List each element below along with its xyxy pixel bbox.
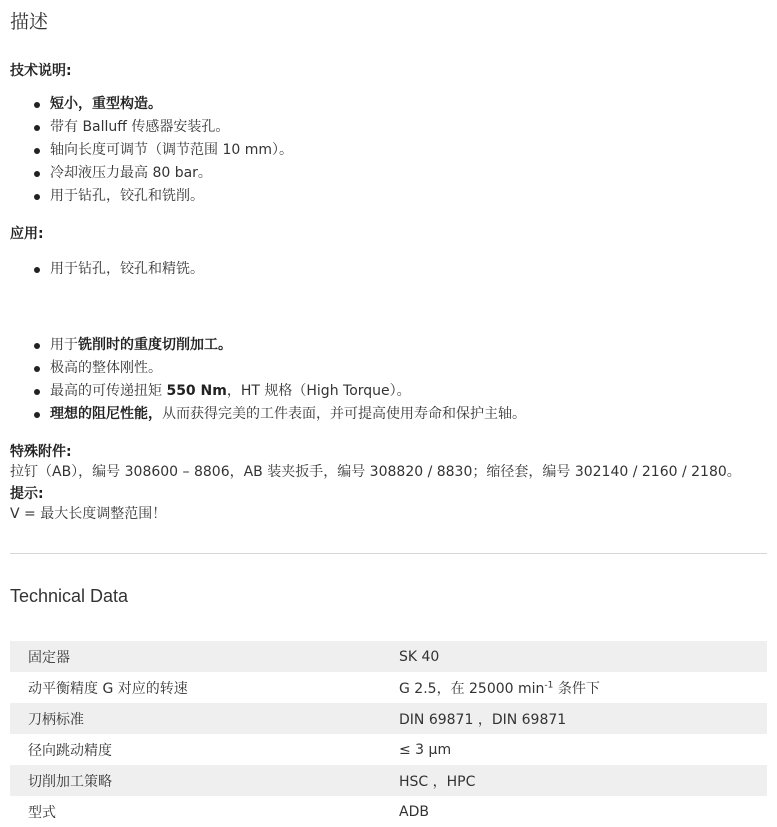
- list-item-text: ，HT 规格（High Torque）。: [226, 383, 411, 399]
- spec-key: 径向跳动精度: [28, 742, 112, 759]
- spec-value: HSC ，HPC: [397, 765, 767, 796]
- spec-value: G 2.5，在 25000 min: [399, 680, 545, 697]
- list-item: [0, 185, 293, 208]
- list-item-text: 极高的整体刚性。: [50, 360, 162, 376]
- spec-value: SK 40: [397, 641, 767, 672]
- list-item: [0, 162, 293, 185]
- list-item-bold: 理想的阻尼性能，: [50, 406, 162, 422]
- section-divider: [10, 553, 767, 554]
- table-row: [10, 703, 767, 734]
- list-item-text: 从而获得完美的工件表面，并可提高使用寿命和保护主轴。: [162, 406, 526, 422]
- list-item: [0, 139, 293, 162]
- accessories-text: 拉钉（AB），编号 308600 – 8806，AB 装夹扳手，编号 308820 / 8830；缩径套，编号 302140 / 2160 / 2180。: [10, 464, 741, 480]
- list-item-text: 用于: [50, 337, 78, 353]
- tech-notes-heading: 技术说明:: [10, 63, 72, 79]
- spec-key: 型式: [28, 804, 56, 821]
- table-row: [10, 672, 767, 703]
- description-title: 描述: [10, 11, 49, 33]
- spec-key: 切削加工策略: [10, 765, 397, 796]
- application-list: [0, 258, 204, 281]
- table-row: [10, 765, 767, 796]
- table-row: [10, 796, 767, 827]
- list-item: [0, 116, 293, 139]
- list-item: [0, 380, 526, 403]
- features-list: [0, 334, 526, 426]
- application-heading: 应用:: [10, 226, 44, 242]
- list-item-text: 带有 Balluff 传感器安装孔。: [50, 119, 230, 135]
- spec-value-cell: [397, 672, 767, 703]
- list-item-bold: 短小，重型构造。: [50, 96, 162, 112]
- list-item-bold: 550 Nm: [166, 383, 227, 399]
- list-item-text: 冷却液压力最高 80 bar。: [50, 165, 212, 181]
- table-row: [10, 641, 767, 672]
- technical-data-heading: Technical Data: [10, 586, 129, 606]
- list-item-text: 用于钻孔，铰孔和精铣。: [50, 261, 204, 277]
- spec-value-suffix: 条件下: [553, 680, 600, 697]
- list-item: [0, 357, 526, 380]
- spec-key: 刀柄标准: [10, 703, 397, 734]
- technical-data-table: [10, 641, 767, 827]
- spec-value-superscript: -1: [544, 679, 554, 690]
- accessories-heading: 特殊附件:: [10, 444, 72, 460]
- hint-text: V = 最大长度调整范围！: [10, 506, 167, 522]
- list-item: [0, 334, 526, 357]
- spec-value: DIN 69871 ，DIN 69871: [397, 703, 767, 734]
- spec-value: ADB: [399, 803, 429, 820]
- list-item-text: 轴向长度可调节（调节范围 10 mm）。: [50, 142, 293, 158]
- spec-value: ≤ 3 µm: [399, 741, 452, 758]
- list-item-text: 最高的可传递扭矩: [50, 383, 167, 399]
- list-item-text: 用于钻孔，铰孔和铣削。: [50, 188, 204, 204]
- list-item: [0, 93, 293, 116]
- list-item: [0, 258, 204, 281]
- list-item-bold: 铣削时的重度切削加工。: [78, 337, 232, 353]
- tech-notes-list: [0, 93, 293, 208]
- spec-key: 动平衡精度 G 对应的转速: [28, 680, 188, 697]
- spec-key: 固定器: [10, 641, 397, 672]
- list-item: [0, 403, 526, 426]
- table-row: [10, 734, 767, 765]
- hint-heading: 提示:: [10, 486, 44, 502]
